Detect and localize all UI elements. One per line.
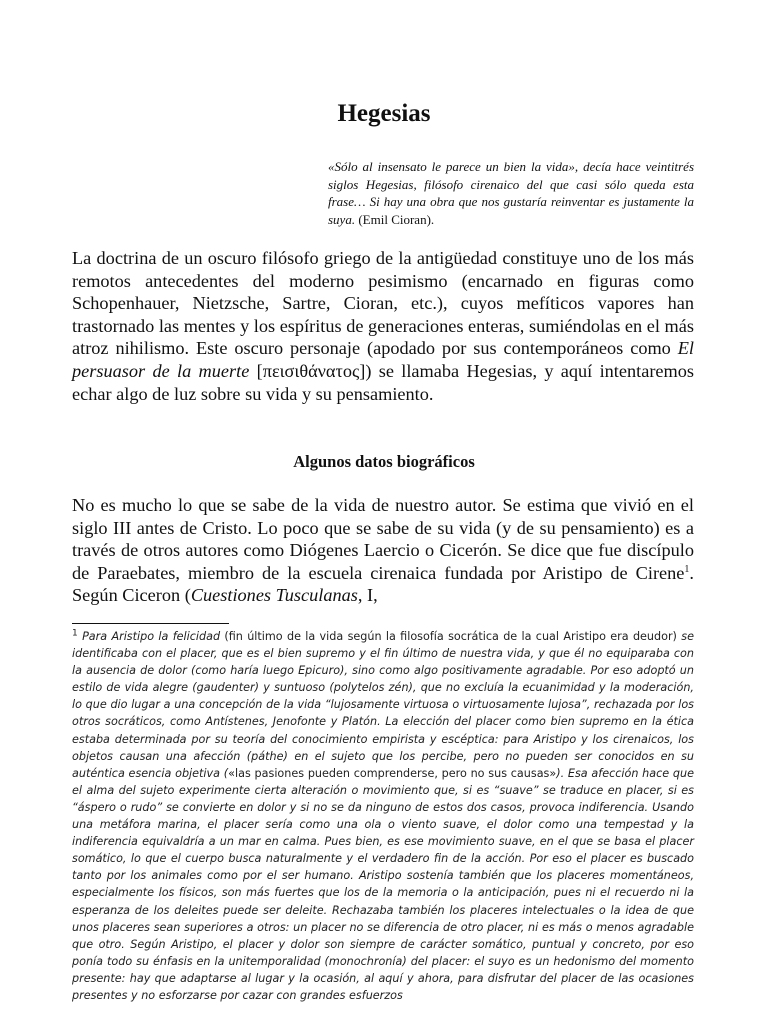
intro-paragraph (72, 247, 694, 405)
footnote-separator (72, 623, 229, 624)
footnote-lead-plain: (fin último de la vida según la filosofía socrática de la cual Aristipo era deudor) (220, 630, 677, 643)
epigraph (328, 158, 694, 228)
bio-text-1: No es mucho lo que se sabe de la vida de nuestro autor. Se estima que vivió en el siglo III antes de Cristo. Lo poco que se sabe de su vida (y de su pensamiento) es a través de otros autores como Diógenes Laercio o Cicerón. Se dice que fue discípulo de Paraebates, miembro de la escuela cirenaica fundada por Aristipo de Cirene (72, 495, 694, 583)
bio-italic-work-title: Cuestiones Tusculanas (190, 585, 358, 606)
footnote-lead-italic: Para Aristipo la felicidad (82, 630, 221, 643)
bio-paragraph (72, 494, 694, 607)
section-heading: Algunos datos biográficos (293, 452, 475, 471)
bio-text-2: . Según Ciceron ( (72, 562, 694, 606)
footnote-body-1: se identificaba con el placer, que es el bien supremo y el fin último de nuestra vida, y que él no equiparaba con la ausencia de dolor (como haría luego Epicuro), sino como algo positivamente agradable. Por eso adoptó un estilo de vida alegre (gaudenter) y suntuoso (polytelos zén), que no excluía la ecuanimidad y la moderación, lo que dio lugar a una concepción de la vida “lujosamente virtuosa o virtuosamente lujosa”, rechazada por los otros socráticos, como Antístenes, Jenofonte y Platón. La elección del placer como bien supremo en la ética estaba determinada por su teoría del conocimiento empirista y escéptica: para Aristipo y los cirenaicos, los objetos causan una afección (páthe) en el sujeto que los percibe, pero no pueden ser conocidos en su auténtica esencia objetiva ( (72, 630, 694, 780)
intro-text-start: La doctrina de un oscuro filósofo griego de la antigüedad constituye uno de los más remotos antecedentes del moderno pesimismo (encarnado en figuras como Schopenhauer, Nietzsche, Sartre, Cioran, etc.), cuyos mefíticos vapores han trastornado las mentes y los espíritus de generaciones enteras, sumiéndolas en el más atroz nihilismo. Este oscuro personaje (apodado por sus contemporáneos como (72, 248, 694, 359)
intro-text-end: [πεισιθάνατος]) se llamaba Hegesias, y aquí intentaremos echar algo de luz sobre su vida y su pensamiento. (72, 360, 694, 404)
footnote (72, 628, 694, 1004)
epigraph-attribution: (Emil Cioran). (358, 211, 435, 227)
footnote-reference[interactable]: 1 (684, 563, 690, 575)
footnote-quote: «las pasiones pueden comprenderse, pero no sus causas» (228, 766, 557, 780)
bio-text-3: , I, (357, 585, 378, 606)
footnote-body-2: ). Esa afección hace que el alma del sujeto experimente cierta alteración o movimiento que, si es “suave” se traduce en placer, si es “áspero o rudo” se convierte en dolor y si no se da ninguno de estos dos casos, provoca indiferencia. Usando una metáfora marina, el placer sería como una ola o viento suave, el dolor como una tempestad y la indiferencia equivaldría a un mar en calma. Pues bien, es ese movimiento suave, en el que se basa el placer somático, lo que el cuerpo busca naturalmente y el verdadero fin de la acción. Por eso el placer es buscado tanto por los animales como por el ser humano. Aristipo sostenía también que los placeres momentáneos, especialmente los físicos, son más fuertes que los de la memoria o la anticipación, pues ni el recuerdo ni la esperanza de los deleites puede ser deleite. Rechazaba también los placeres intelectuales o la idea de que unos placeres sean superiores a otros: un placer no se diferencia de otro placer, ni es más o menos agradable que otro. Según Aristipo, el placer y dolor son siempre de carácter somático, puntual y concreto, por eso ponía todo su énfasis en la unitemporalidad (monochronía) del placer: el suyo es un hedonismo del momento presente: hay que adaptarse al lugar y la ocasión, al aquí y ahora, para disfrutar del placer de las ocasiones presentes y no esforzarse por cazar con grandes esfuerzos (72, 766, 694, 1002)
page-title: Hegesias (337, 100, 431, 127)
footnote-marker: 1 (72, 628, 78, 639)
epigraph-quote: «Sólo al insensato le parece un bien la vida», decía hace veintitrés siglos Hegesias, filósofo cirenaico del que casi sólo queda esta frase… Si hay una obra que nos gustaría reinventar es justamente la suya. (328, 159, 694, 227)
intro-italic-nickname: El persuasor de la muerte (72, 338, 694, 381)
